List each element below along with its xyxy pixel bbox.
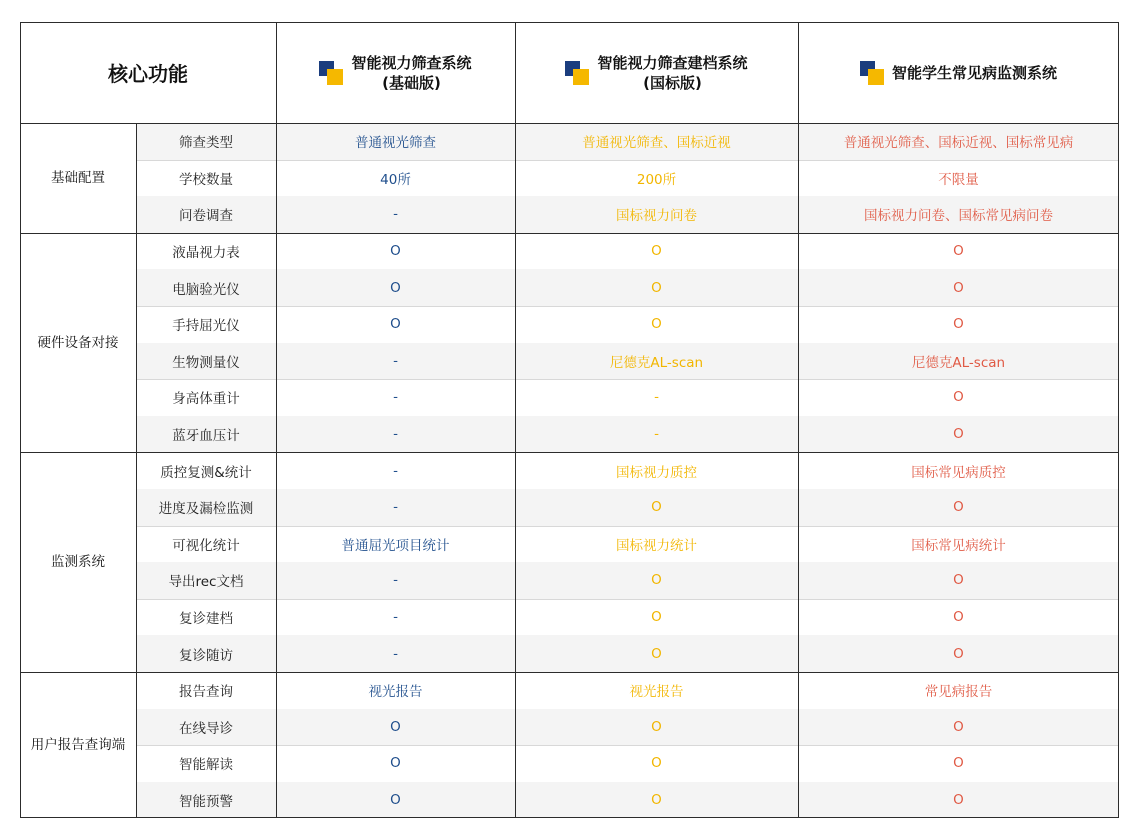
logo-icon <box>319 61 343 85</box>
value-cell <box>515 672 798 709</box>
value-standard: 国标视力质控 <box>616 464 697 481</box>
value-cell <box>276 672 515 709</box>
feature-label: 生物测量仪 <box>172 354 240 371</box>
value-basic: 40所 <box>380 171 411 188</box>
value-standard: - <box>654 389 659 406</box>
feature-cell <box>136 452 276 489</box>
feature-label: 在线导诊 <box>179 720 233 737</box>
feature-label: 报告查询 <box>179 684 233 701</box>
value-standard: O <box>651 316 662 333</box>
value-cell <box>798 379 1119 416</box>
value-cell <box>276 709 515 746</box>
feature-cell <box>136 269 276 306</box>
value-full: O <box>953 499 964 516</box>
product-edition: (国标版) <box>643 73 702 92</box>
value-cell <box>515 635 798 672</box>
value-full: O <box>953 645 964 662</box>
value-cell <box>276 599 515 636</box>
value-cell <box>276 489 515 526</box>
value-cell <box>276 452 515 489</box>
feature-label: 智能解读 <box>179 757 233 774</box>
table-border <box>20 22 21 818</box>
feature-label: 进度及漏检监测 <box>158 501 254 518</box>
value-standard: - <box>654 426 659 443</box>
feature-label: 导出rec文档 <box>168 574 244 591</box>
value-cell <box>798 526 1119 563</box>
value-standard: 普通视光筛查、国标近视 <box>582 135 731 152</box>
value-full: O <box>953 792 964 809</box>
value-full: O <box>953 609 964 626</box>
value-cell <box>276 416 515 453</box>
feature-label: 手持屈光仪 <box>172 318 240 335</box>
column-divider <box>136 123 137 818</box>
value-cell <box>798 489 1119 526</box>
value-basic: - <box>393 609 398 626</box>
value-full: 常见病报告 <box>924 684 993 701</box>
column-divider <box>276 22 277 818</box>
value-cell <box>276 782 515 819</box>
value-full: O <box>953 426 964 443</box>
feature-cell <box>136 709 276 746</box>
feature-cell <box>136 196 276 233</box>
value-cell <box>798 709 1119 746</box>
table-border <box>20 22 1119 23</box>
feature-label: 电脑验光仪 <box>172 281 240 298</box>
category-cell <box>20 452 136 672</box>
value-full: 普通视光筛查、国标近视、国标常见病 <box>843 135 1074 152</box>
value-cell <box>798 196 1119 233</box>
value-full: O <box>953 572 964 589</box>
value-cell <box>798 160 1119 197</box>
value-cell <box>798 599 1119 636</box>
value-basic: - <box>393 645 398 662</box>
category-label: 用户报告查询端 <box>30 737 126 754</box>
value-cell <box>515 782 798 819</box>
product-header-basic <box>276 22 515 123</box>
value-basic: O <box>390 718 401 735</box>
category-cell <box>20 123 136 233</box>
value-cell <box>276 306 515 343</box>
comparison-table <box>20 22 1119 818</box>
value-cell <box>798 635 1119 672</box>
table-border <box>20 123 1119 124</box>
value-cell <box>515 196 798 233</box>
value-cell <box>798 452 1119 489</box>
value-cell <box>515 745 798 782</box>
value-basic: - <box>393 426 398 443</box>
value-cell <box>515 160 798 197</box>
value-full: 国标视力问卷、国标常见病问卷 <box>864 208 1053 225</box>
column-divider <box>515 22 516 818</box>
feature-label: 质控复测&统计 <box>160 464 252 481</box>
value-cell <box>798 745 1119 782</box>
table-border <box>20 817 1119 818</box>
value-cell <box>515 709 798 746</box>
value-cell <box>798 782 1119 819</box>
value-cell <box>276 123 515 160</box>
product-title: 智能视力筛查建档系统 <box>597 53 748 72</box>
value-full: O <box>953 389 964 406</box>
value-cell <box>515 526 798 563</box>
value-cell <box>798 562 1119 599</box>
value-cell <box>276 269 515 306</box>
value-standard: 国标视力问卷 <box>616 208 697 225</box>
value-cell <box>276 745 515 782</box>
value-basic: - <box>393 462 398 479</box>
product-header-standard <box>515 22 798 123</box>
value-standard: O <box>651 243 662 260</box>
value-standard: O <box>651 279 662 296</box>
value-cell <box>276 562 515 599</box>
product-title: 智能学生常见病监测系统 <box>891 63 1057 82</box>
feature-label: 复诊建档 <box>179 611 233 628</box>
value-cell <box>798 233 1119 270</box>
value-standard: O <box>651 609 662 626</box>
value-cell <box>798 269 1119 306</box>
value-standard: 国标视力统计 <box>616 537 697 554</box>
value-cell <box>798 416 1119 453</box>
value-cell <box>276 160 515 197</box>
value-basic: 视光报告 <box>368 684 423 701</box>
value-cell <box>276 343 515 380</box>
value-basic: 普通视光筛查 <box>355 135 436 152</box>
category-cell <box>20 233 136 453</box>
category-divider <box>20 233 1119 234</box>
value-full: O <box>953 243 964 260</box>
value-standard: 尼德克AL-scan <box>609 354 704 371</box>
value-standard: O <box>651 792 662 809</box>
value-cell <box>515 306 798 343</box>
value-basic: O <box>390 279 401 296</box>
product-edition: (基础版) <box>382 73 441 92</box>
value-cell <box>515 562 798 599</box>
product-header-full <box>798 22 1119 123</box>
value-cell <box>798 123 1119 160</box>
value-full: O <box>953 279 964 296</box>
value-standard: 视光报告 <box>629 684 684 701</box>
feature-label: 问卷调查 <box>179 208 233 225</box>
value-full: O <box>953 718 964 735</box>
value-cell <box>276 379 515 416</box>
feature-label: 智能预警 <box>179 794 233 811</box>
category-divider <box>20 672 1119 673</box>
feature-cell <box>136 526 276 563</box>
feature-cell <box>136 379 276 416</box>
column-divider <box>798 22 799 818</box>
feature-label: 蓝牙血压计 <box>172 428 240 445</box>
feature-cell <box>136 160 276 197</box>
value-full: 尼德克AL-scan <box>911 354 1006 371</box>
value-basic: O <box>390 243 401 260</box>
value-basic: - <box>393 572 398 589</box>
logo-icon <box>565 61 589 85</box>
feature-cell <box>136 343 276 380</box>
feature-label: 复诊随访 <box>179 647 233 664</box>
value-full: 国标常见病统计 <box>911 537 1006 554</box>
feature-cell <box>136 306 276 343</box>
value-cell <box>515 379 798 416</box>
feature-label: 液晶视力表 <box>172 245 240 262</box>
feature-cell <box>136 635 276 672</box>
value-full: O <box>953 316 964 333</box>
value-cell <box>515 599 798 636</box>
value-basic: - <box>393 206 398 223</box>
value-cell <box>515 416 798 453</box>
feature-label: 可视化统计 <box>172 537 240 554</box>
feature-cell <box>136 672 276 709</box>
value-cell <box>798 343 1119 380</box>
value-basic: 普通屈光项目统计 <box>341 537 450 554</box>
value-full: O <box>953 755 964 772</box>
header-core-cell <box>20 22 276 123</box>
feature-cell <box>136 745 276 782</box>
value-standard: 200所 <box>636 171 677 188</box>
value-standard: O <box>651 718 662 735</box>
product-title: 智能视力筛查系统 <box>351 53 472 72</box>
value-cell <box>276 635 515 672</box>
value-cell <box>276 196 515 233</box>
value-basic: O <box>390 316 401 333</box>
value-cell <box>515 233 798 270</box>
value-standard: O <box>651 645 662 662</box>
logo-icon <box>860 61 884 85</box>
feature-cell <box>136 782 276 819</box>
value-cell <box>515 489 798 526</box>
value-cell <box>515 452 798 489</box>
value-basic: - <box>393 352 398 369</box>
value-cell <box>276 233 515 270</box>
value-cell <box>276 526 515 563</box>
feature-label: 身高体重计 <box>172 391 240 408</box>
value-basic: - <box>393 389 398 406</box>
feature-label: 筛查类型 <box>179 135 233 152</box>
value-cell <box>798 672 1119 709</box>
feature-cell <box>136 599 276 636</box>
feature-cell <box>136 562 276 599</box>
feature-cell <box>136 489 276 526</box>
category-label: 基础配置 <box>51 169 105 186</box>
category-divider <box>20 452 1119 453</box>
value-cell <box>515 123 798 160</box>
feature-cell <box>136 416 276 453</box>
value-standard: O <box>651 572 662 589</box>
value-basic: - <box>393 499 398 516</box>
feature-label: 学校数量 <box>179 171 233 188</box>
value-cell <box>515 343 798 380</box>
value-cell <box>798 306 1119 343</box>
value-basic: O <box>390 755 401 772</box>
category-label: 监测系统 <box>51 554 105 571</box>
feature-cell <box>136 233 276 270</box>
value-standard: O <box>651 755 662 772</box>
category-cell <box>20 672 136 818</box>
category-label: 硬件设备对接 <box>37 334 119 351</box>
value-basic: O <box>390 792 401 809</box>
value-full: 不限量 <box>938 171 979 188</box>
feature-cell <box>136 123 276 160</box>
value-standard: O <box>651 499 662 516</box>
table-border <box>1118 22 1119 818</box>
core-function-header: 核心功能 <box>108 62 188 86</box>
value-cell <box>515 269 798 306</box>
value-full: 国标常见病质控 <box>911 464 1006 481</box>
